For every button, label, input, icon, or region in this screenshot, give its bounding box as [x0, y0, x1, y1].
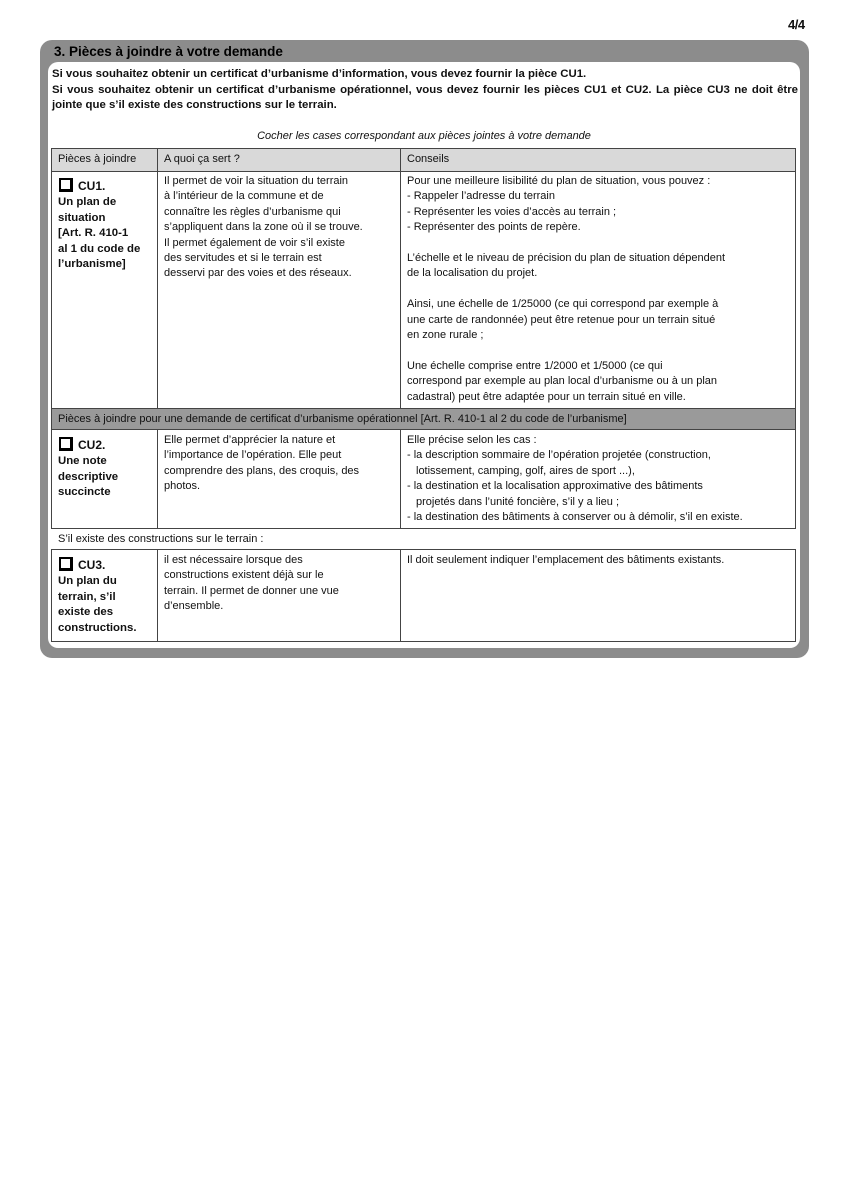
cu1-purpose-cell [157, 171, 400, 408]
cu1-advice-paragraph [407, 251, 789, 282]
cu1-table [51, 148, 796, 409]
cu1-row [52, 171, 795, 408]
section-intro [52, 67, 798, 114]
cu1-advice-line: en zone rurale ; [407, 329, 484, 342]
cu3-label-line: constructions. [58, 621, 137, 634]
cu2-purpose-line: photos. [164, 480, 201, 493]
cu2-advice-line: projetés dans l’unité foncière, s’il y a lieu ; [416, 495, 619, 508]
cu1-purpose-line: des servitudes et si le terrain est [164, 252, 322, 265]
cu2-advice-line: Elle précise selon les cas : [407, 434, 537, 446]
cu2-purpose-line: l’importance de l’opération. Elle peut [164, 449, 342, 462]
cu2-advice-line: lotissement, camping, golf, aires de sport ...), [416, 464, 635, 477]
cu1-purpose-line: à l’intérieur de la commune et de [164, 190, 324, 203]
cu1-code: CU1. [78, 179, 106, 193]
cu1-purpose-line: s’appliquent dans la zone où il se trouve. [164, 221, 363, 234]
attachments-section-panel [40, 40, 809, 658]
section-title: 3. Pièces à joindre à votre demande [54, 44, 283, 59]
cu1-label-line: [Art. R. 410-1 [58, 227, 129, 240]
cu1-purpose-line: desservi par des voies et des réseaux. [164, 267, 352, 280]
cu2-purpose-cell [157, 430, 400, 528]
cu3-label-line: terrain, s’il [58, 590, 116, 603]
cu2-advice-cell [400, 430, 795, 528]
cu2-advice-line: - la destination et la localisation approximative des bâtiments [407, 480, 703, 493]
cu1-advice-line: Pour une meilleure lisibilité du plan de situation, vous pouvez : [407, 175, 711, 187]
cu1-checkbox[interactable] [59, 178, 73, 192]
cu1-advice-line: Ainsi, une échelle de 1/25000 (ce qui correspond par exemple à [407, 298, 719, 311]
cu1-label-line: al 1 du code de [58, 242, 141, 255]
cu3-label-line: Un plan du [58, 575, 117, 588]
cu2-checkbox[interactable] [59, 437, 73, 451]
cu3-label-line: existe des [58, 606, 114, 619]
cu2-label-line: descriptive [58, 470, 119, 483]
cu3-checkbox[interactable] [59, 557, 73, 571]
cu1-advice-line: - Représenter des points de repère. [407, 221, 581, 234]
existing-constructions-note: S’il existe des constructions sur le terrain : [58, 533, 264, 545]
cu1-advice-line: - Représenter les voies d’accès au terrain ; [407, 205, 617, 218]
cu1-purpose-line: Il permet de voir la situation du terrain [164, 175, 349, 187]
cu1-label-line: Un plan de [58, 196, 117, 209]
header-purpose: A quoi ça sert ? [157, 149, 400, 171]
operational-certificate-header: Pièces à joindre pour une demande de certificat d’urbanisme opérationnel [Art. R. 410-1 al 2 du code de l’urbanisme] [51, 409, 796, 430]
cu3-table [51, 549, 796, 642]
cu1-advice-line: une carte de randonnée) peut être retenue pour un terrain situé [407, 313, 716, 326]
cu2-label-line: Une note [58, 455, 107, 468]
cu1-label-line: l’urbanisme] [58, 258, 126, 271]
cu3-code: CU3. [78, 558, 106, 572]
cu1-label-line: situation [58, 211, 106, 224]
cu3-purpose-line: terrain. Il permet de donner une vue [164, 584, 339, 597]
cu1-advice-line: correspond par exemple au plan local d’urbanisme ou à un plan [407, 375, 718, 388]
intro-information-certificate: Si vous souhaitez obtenir un certificat d’urbanisme d’information, vous devez fournir la pièce CU1. [52, 68, 587, 80]
cu3-purpose-line: d’ensemble. [164, 600, 224, 613]
cu1-advice-paragraph [407, 174, 789, 236]
cu2-code: CU2. [78, 438, 106, 452]
cu1-advice-cell [400, 171, 795, 408]
cu3-advice-cell [400, 550, 795, 641]
cu2-purpose-line: Elle permet d’apprécier la nature et [164, 434, 336, 446]
checkbox-instruction: Cocher les cases correspondant aux pièces jointes à votre demande [257, 130, 591, 142]
table-header-row [52, 149, 795, 172]
cu1-advice-line: de la localisation du projet. [407, 267, 538, 280]
cu2-piece-cell [52, 430, 157, 528]
cu3-piece-cell [52, 550, 157, 641]
header-pieces: Pièces à joindre [58, 153, 137, 165]
cu2-label-line: succincte [58, 486, 111, 499]
cu1-advice-paragraph [407, 359, 789, 405]
cu1-purpose-line: Il permet également de voir s’il existe [164, 236, 345, 249]
cu3-advice-line: Il doit seulement indiquer l’emplacement des bâtiments existants. [407, 554, 725, 566]
cu3-purpose-line: constructions existent déjà sur le [164, 569, 324, 582]
cu1-advice-line: cadastral) peut être adaptée pour un terrain situé en ville. [407, 390, 686, 403]
cu1-piece-cell [52, 171, 157, 408]
cu2-purpose-line: comprendre des plans, des croquis, des [164, 464, 360, 477]
cu1-advice-line: Une échelle comprise entre 1/2000 et 1/5000 (ce qui [407, 359, 663, 372]
cu2-advice-line: - la destination des bâtiments à conserver ou à démolir, s’il en existe. [407, 511, 743, 524]
cu1-advice-paragraph [407, 297, 789, 343]
cu1-advice-line: - Rappeler l’adresse du terrain [407, 190, 555, 203]
cu2-advice-line: - la description sommaire de l’opération projetée (construction, [407, 449, 711, 462]
cu3-purpose-cell [157, 550, 400, 641]
section-content [48, 62, 800, 648]
header-advice: Conseils [400, 149, 795, 171]
cu1-purpose-line: connaître les règles d’urbanisme qui [164, 205, 341, 218]
cu3-purpose-line: il est nécessaire lorsque des [164, 554, 303, 566]
page-number: 4/4 [788, 17, 805, 32]
intro-operational-certificate: Si vous souhaitez obtenir un certificat d’urbanisme opérationnel, vous devez fournir les pièces CU1 et CU2. La pièce CU3 ne doit être jointe que s’il existe des constructions sur le terrain. [52, 83, 798, 111]
cu2-table [51, 429, 796, 529]
cu1-advice-line: L’échelle et le niveau de précision du plan de situation dépendent [407, 252, 726, 265]
